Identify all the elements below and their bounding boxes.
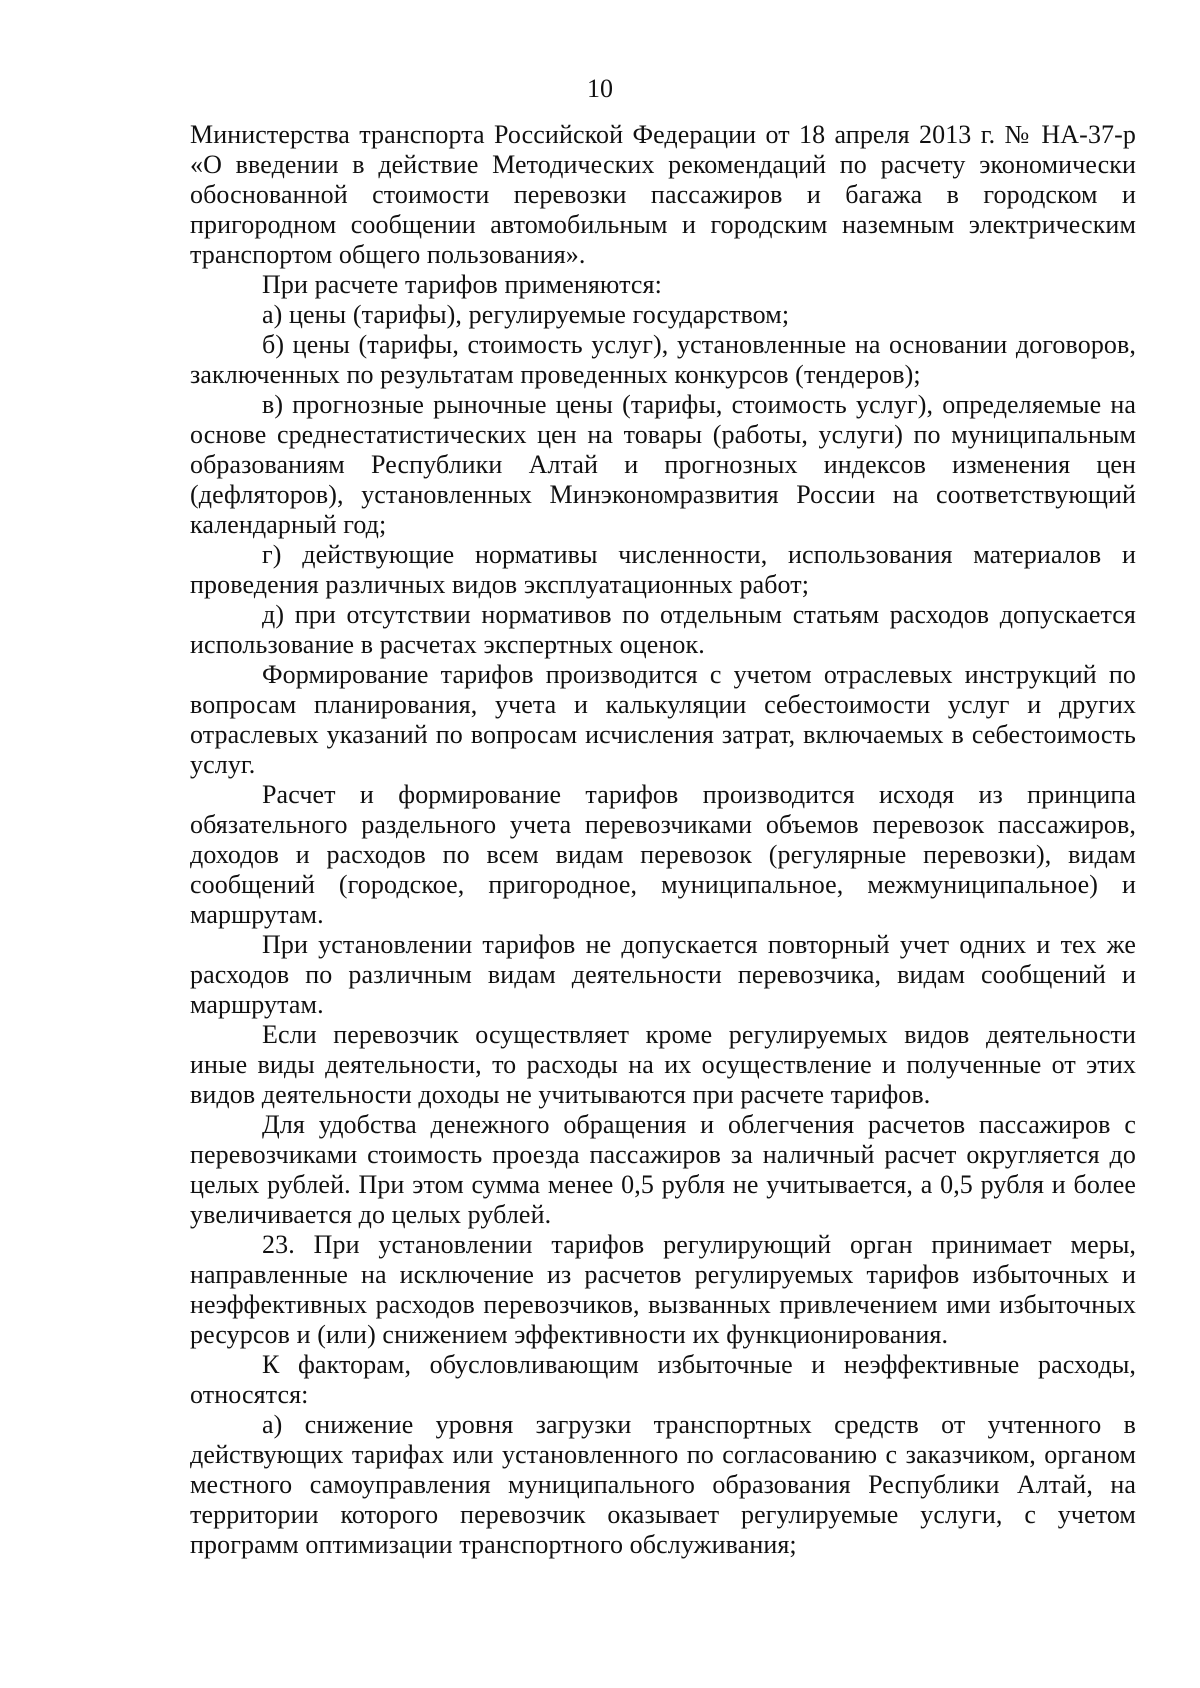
list-item: г) действующие нормативы численности, использования материалов и проведения различных видов эксплуатационных работ; [190, 540, 1136, 599]
list-item: д) при отсутствии нормативов по отдельным статьям расходов допускается использование в расчетах экспертных оценок. [190, 600, 1136, 659]
page-number: 10 [587, 74, 613, 103]
list-item: а) снижение уровня загрузки транспортных средств от учтенного в действующих тарифах или установленного по согласованию с заказчиком, органом местного самоуправления муниципального образования Республики Алтай, на территории которого перевозчик оказывает регулируемые услуги, с учетом программ оптимизации транспортного обслуживания; [190, 1410, 1136, 1559]
paragraph: При расчете тарифов применяются: [262, 270, 662, 299]
paragraph: Министерства транспорта Российской Федерации от 18 апреля 2013 г. № НА-37-р «О введении в действие Методических рекомендаций по расчету экономически обоснованной стоимости перевозки пассажиров и багажа в городском и пригородном сообщении автомобильным и городским наземным электрическим транспортом общего пользования». [190, 120, 1136, 269]
paragraph: Для удобства денежного обращения и облегчения расчетов пассажиров с перевозчиками стоимость проезда пассажиров за наличный расчет округляется до целых рублей. При этом сумма менее 0,5 рубля не учитывается, а 0,5 рубля и более увеличивается до целых рублей. [190, 1110, 1136, 1229]
paragraph: Если перевозчик осуществляет кроме регулируемых видов деятельности иные виды деятельности, то расходы на их осуществление и полученные от этих видов деятельности доходы не учитываются при расчете тарифов. [190, 1020, 1136, 1109]
paragraph: При установлении тарифов не допускается повторный учет одних и тех же расходов по различным видам деятельности перевозчика, видам сообщений и маршрутам. [190, 930, 1136, 1019]
section-paragraph: 23. При установлении тарифов регулирующий орган принимает меры, направленные на исключение из расчетов регулируемых тарифов избыточных и неэффективных расходов перевозчиков, вызванных привлечением ими избыточных ресурсов и (или) снижением эффективности их функционирования. [190, 1230, 1136, 1349]
list-item: б) цены (тарифы, стоимость услуг), установленные на основании договоров, заключенных по результатам проведенных конкурсов (тендеров); [190, 330, 1136, 389]
paragraph: Расчет и формирование тарифов производится исходя из принципа обязательного раздельного учета перевозчиками объемов перевозок пассажиров, доходов и расходов по всем видам перевозок (регулярные перевозки), видам сообщений (городское, пригородное, муниципальное, межмуниципальное) и маршрутам. [190, 780, 1136, 929]
document-body [190, 120, 1136, 1560]
list-item: в) прогнозные рыночные цены (тарифы, стоимость услуг), определяемые на основе среднестатистических цен на товары (работы, услуги) по муниципальным образованиям Республики Алтай и прогнозных индексов изменения цен (дефляторов), установленных Минэкономразвития России на соответствующий календарный год; [190, 390, 1136, 539]
paragraph: Формирование тарифов производится с учетом отраслевых инструкций по вопросам планирования, учета и калькуляции себестоимости услуг и других отраслевых указаний по вопросам исчисления затрат, включаемых в себестоимость услуг. [190, 660, 1136, 779]
paragraph: К факторам, обусловливающим избыточные и неэффективные расходы, относятся: [190, 1350, 1136, 1409]
list-item: а) цены (тарифы), регулируемые государством; [262, 300, 790, 329]
